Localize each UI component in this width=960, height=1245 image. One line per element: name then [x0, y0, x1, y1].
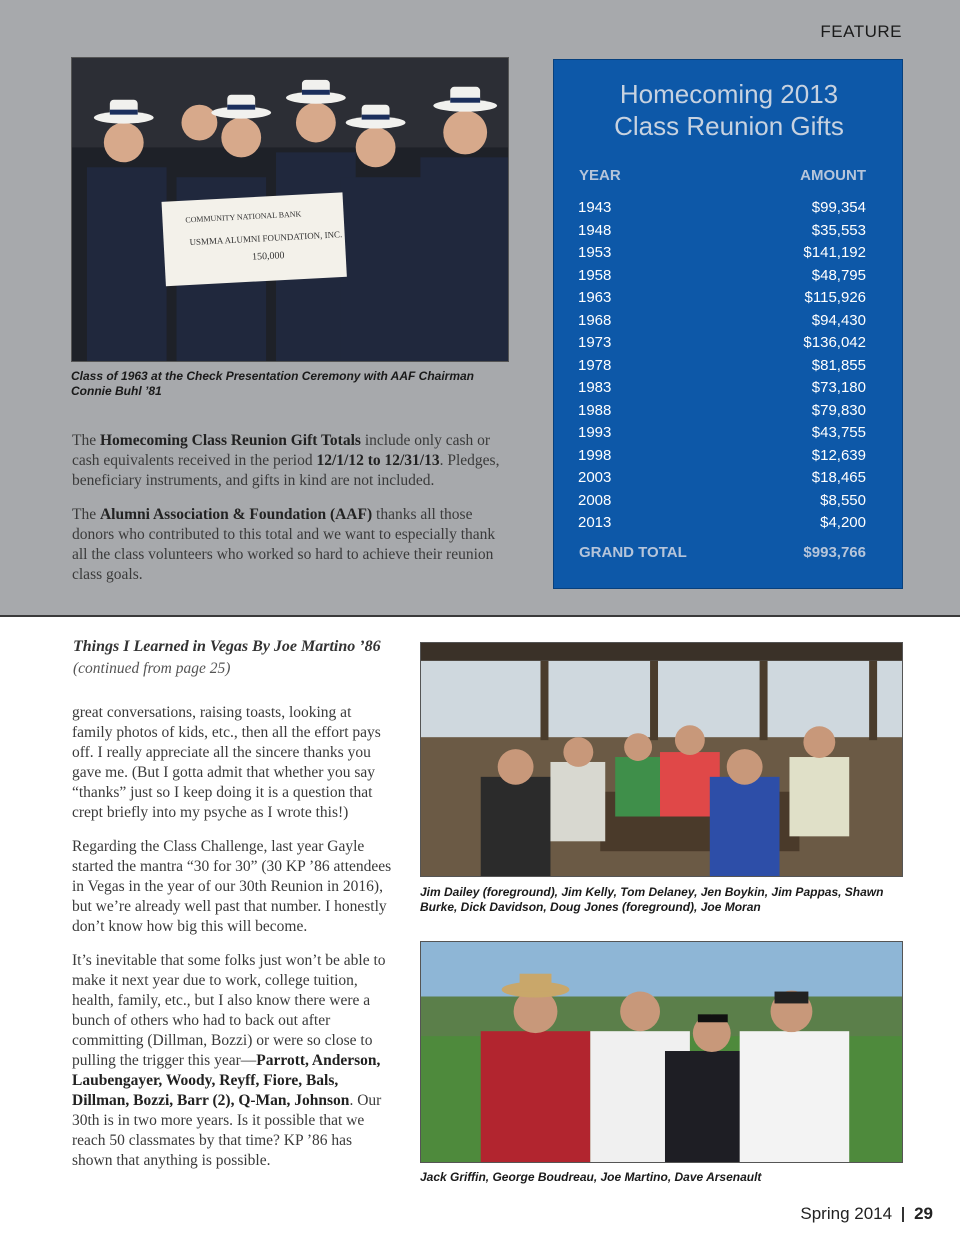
golf-photo-caption: Jack Griffin, George Boudreau, Joe Martino, Dave Arsenault — [420, 1170, 762, 1184]
gift-amount: $4,200 — [820, 514, 866, 531]
band-divider — [0, 615, 960, 617]
gift-row — [578, 445, 866, 468]
gift-amount: $94,430 — [811, 311, 866, 329]
gift-amount: $81,855 — [811, 356, 866, 374]
gift-amount: $43,755 — [811, 424, 866, 441]
gift-row — [578, 242, 866, 265]
gift-year: 1978 — [578, 356, 612, 374]
gift-amount: $18,465 — [811, 469, 866, 486]
page-footer — [800, 1204, 933, 1224]
gift-row — [578, 422, 866, 445]
gift-row — [578, 265, 866, 288]
gift-year: 1983 — [578, 379, 612, 396]
gift-row — [578, 287, 866, 310]
gift-row — [578, 197, 866, 220]
gift-row — [578, 400, 866, 423]
reunion-gifts-box — [553, 59, 903, 589]
intro-text — [72, 431, 512, 599]
gift-amount: $8,550 — [820, 491, 866, 509]
grand-total-amount: $993,766 — [803, 544, 866, 561]
page-number: 29 — [914, 1204, 933, 1223]
gift-amount: $115,926 — [804, 289, 866, 306]
gift-year: 1963 — [578, 289, 612, 306]
article-paragraph-3: It’s inevitable that some folks just won’t be able to make it next year due to work, college tuition, health, family, etc., but I also know there were a bunch of others who had to back out after committing (Dillman, Bozzi) or were so close to pulling the trigger this year—Parrott, Anderson, Laubengayer, Woody, Reyff, Fiore, Bals, Dillman, Bozzi, Barr (2), Q-Man, Johnson. Our 30th is in two more years. Is it possible that we reach 50 classmates by that time? KP ’86 has shown that anything is possible. — [72, 952, 386, 1169]
amount-column-header: AMOUNT — [800, 167, 866, 184]
article-paragraph-2: Regarding the Class Challenge, last year Gayle started the mantra “30 for 30” (30 KP ’86 attendees in Vegas in the year of our 30th Reunion in 2016), but we’re already well past that number. I honestly don’t know how big this will become. — [72, 838, 392, 935]
gift-row — [578, 467, 866, 490]
intro-paragraph-2: The Alumni Association & Foundation (AAF) thanks all those donors who contributed to this total and we want to especially thank all the class volunteers who worked so hard to achieve their reunion class goals. — [72, 506, 496, 583]
article-body — [72, 703, 392, 1185]
gift-year: 1998 — [578, 446, 612, 464]
section-label: FEATURE — [820, 22, 902, 41]
gift-row — [578, 377, 866, 400]
grand-total-label: GRAND TOTAL — [579, 544, 687, 561]
gift-amount: $48,795 — [811, 266, 866, 284]
gift-row — [578, 355, 866, 378]
gifts-table-header — [579, 167, 866, 184]
gift-amount: $79,830 — [811, 401, 866, 419]
article-continued-note: (continued from page 25) — [73, 660, 231, 677]
article-title: Things I Learned in Vegas By Joe Martino ’86 — [73, 638, 381, 655]
gift-year: 2003 — [578, 469, 612, 486]
gift-amount: $141,192 — [803, 244, 866, 261]
gift-row — [578, 310, 866, 333]
gift-row — [578, 332, 866, 355]
grand-total-row — [579, 544, 866, 561]
article-paragraph-1: great conversations, raising toasts, looking at family photos of kids, etc., then all the effort pays off. I really appreciate all the sincere thanks you gave me. (But I gotta admit that whether you say “thanks” just so I keep doing it is a question that crept briefly into my psyche as I wrote this!) — [72, 704, 381, 821]
restaurant-photo-caption: Jim Dailey (foreground), Jim Kelly, Tom Delaney, Jen Boykin, Jim Pappas, Shawn Burke, Dick Davidson, Doug Jones (foreground), Joe Moran — [420, 885, 884, 914]
gift-amount: $35,553 — [811, 221, 866, 239]
gift-amount: $136,042 — [803, 334, 866, 351]
gift-year: 1943 — [578, 199, 612, 216]
gift-row — [578, 512, 866, 535]
gifts-title: Homecoming 2013 Class Reunion Gifts — [614, 79, 844, 141]
gift-amount: $12,639 — [811, 446, 866, 464]
gift-year: 1958 — [578, 266, 612, 284]
intro-paragraph-1: The Homecoming Class Reunion Gift Totals include only cash or cash equivalents received in the period 12/1/12 to 12/31/13. Pledges, beneficiary instruments, and gifts in kind are not included. — [72, 432, 500, 489]
gift-year: 1948 — [578, 221, 612, 239]
gift-year: 1988 — [578, 401, 612, 419]
class-photo — [71, 57, 509, 362]
gift-row — [578, 490, 866, 513]
gift-year: 2013 — [578, 514, 612, 531]
golf-group-photo — [420, 941, 903, 1163]
svg-text:150,000: 150,000 — [251, 250, 285, 263]
gifts-table-body — [578, 197, 866, 535]
year-column-header: YEAR — [579, 167, 621, 184]
svg-text:USMMA ALUMNI FOUNDATION, INC.: USMMA ALUMNI FOUNDATION, INC. — [189, 229, 343, 248]
gift-amount: $99,354 — [811, 199, 866, 216]
gift-year: 2008 — [578, 491, 612, 509]
gift-year: 1953 — [578, 244, 612, 261]
restaurant-group-photo — [420, 642, 903, 877]
svg-text:COMMUNITY NATIONAL BANK: COMMUNITY NATIONAL BANK — [185, 209, 302, 225]
gift-year: 1993 — [578, 424, 612, 441]
issue-label: Spring 2014 — [800, 1204, 893, 1223]
gift-year: 1973 — [578, 334, 612, 351]
footer-separator — [902, 1207, 904, 1222]
gift-row — [578, 220, 866, 243]
gift-amount: $73,180 — [811, 379, 866, 396]
class-photo-caption: Class of 1963 at the Check Presentation Ceremony with AAF Chairman Connie Buhl ’81 — [71, 369, 475, 398]
gift-year: 1968 — [578, 311, 612, 329]
